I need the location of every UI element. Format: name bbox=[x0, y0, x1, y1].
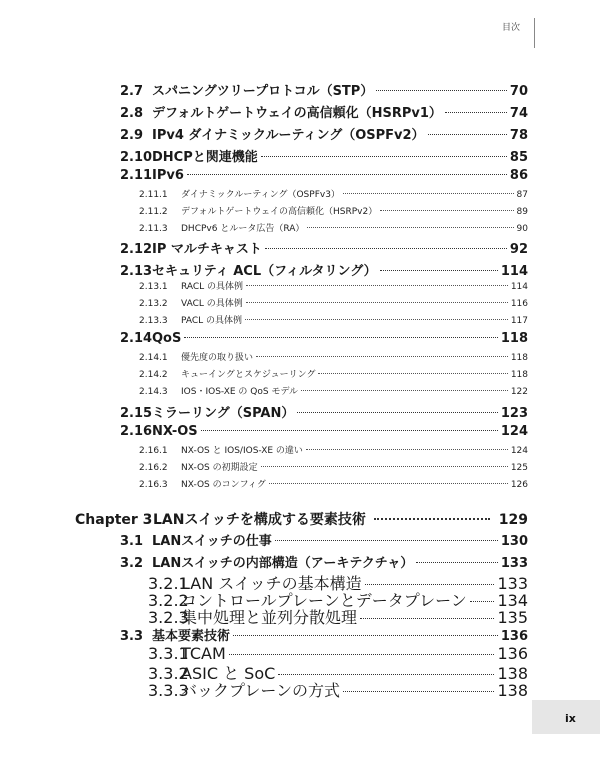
toc-entry[interactable] bbox=[139, 313, 528, 326]
toc-entry[interactable] bbox=[120, 146, 528, 165]
toc-entry-page: 124 bbox=[500, 424, 528, 439]
toc-entry[interactable] bbox=[120, 331, 528, 346]
toc-entry-title: 集中処理と並列分散処理 bbox=[181, 608, 358, 627]
toc-entry[interactable] bbox=[139, 460, 528, 473]
toc-entry-number: 2.16.1 bbox=[139, 446, 168, 456]
toc-entry-number: 2.10 bbox=[120, 150, 153, 165]
toc-entry[interactable] bbox=[139, 187, 528, 200]
toc-entry-title: スパニングツリープロトコル（STP） bbox=[152, 84, 374, 99]
leader-dots bbox=[261, 156, 507, 157]
toc-entry-number: 2.15 bbox=[120, 406, 153, 421]
toc-entry[interactable] bbox=[120, 80, 528, 99]
leader-dots bbox=[307, 227, 513, 228]
toc-entry-title: バックプレーンの方式 bbox=[181, 681, 341, 700]
toc-entry-title: PACL の具体例 bbox=[181, 316, 243, 326]
toc-entry-number: 3.3.1 bbox=[148, 644, 189, 663]
leader-dots bbox=[297, 412, 497, 413]
toc-entry-title: デフォルトゲートウェイの高信頼化（HSRPv2） bbox=[181, 207, 378, 217]
toc-entry[interactable] bbox=[120, 124, 528, 143]
toc-entry-number: 2.13.2 bbox=[139, 299, 168, 309]
leader-dots bbox=[256, 356, 508, 357]
leader-dots bbox=[306, 449, 508, 450]
toc-entry[interactable] bbox=[120, 102, 528, 121]
toc-entry[interactable] bbox=[75, 509, 528, 529]
page-number: ix bbox=[565, 712, 576, 725]
toc-entry[interactable] bbox=[148, 678, 528, 701]
toc-entry-number: 2.13.1 bbox=[139, 282, 168, 292]
toc-entry-title: RACL の具体例 bbox=[181, 282, 244, 292]
toc-entry-number: 2.8 bbox=[120, 106, 144, 121]
toc-entry-page: 118 bbox=[510, 370, 528, 380]
toc-entry-page: 133 bbox=[497, 574, 528, 593]
toc-entry[interactable] bbox=[120, 168, 528, 183]
toc-entry-number: 3.2.3 bbox=[148, 608, 189, 627]
leader-dots bbox=[428, 134, 507, 135]
leader-dots bbox=[275, 540, 498, 541]
toc-entry-number: Chapter 3 bbox=[75, 512, 153, 528]
toc-entry-page: 125 bbox=[510, 463, 528, 473]
leader-dots bbox=[187, 174, 507, 175]
toc-entry-title: ダイナミックルーティング（OSPFv3） bbox=[181, 190, 340, 200]
toc-entry-title: LANスイッチを構成する要素技術 bbox=[153, 512, 366, 528]
toc-entry-page: 135 bbox=[497, 608, 528, 627]
toc-entry-page: 138 bbox=[497, 681, 528, 700]
toc-entry[interactable] bbox=[120, 238, 528, 257]
toc-entry-title: デフォルトゲートウェイの高信頼化（HSRPv1） bbox=[152, 106, 442, 121]
toc-entry-number: 2.14.3 bbox=[139, 387, 168, 397]
toc-entry-page: 87 bbox=[516, 190, 528, 200]
toc-entry[interactable] bbox=[139, 279, 528, 292]
leader-dots bbox=[343, 193, 514, 194]
toc-entry-title: IP マルチキャスト bbox=[152, 242, 262, 257]
toc-entry-number: 2.16 bbox=[120, 424, 153, 439]
toc-entry-title: NX-OS bbox=[152, 424, 198, 439]
toc-entry[interactable] bbox=[120, 424, 528, 439]
toc-entry-number: 3.3.3 bbox=[148, 681, 189, 700]
toc-entry[interactable] bbox=[139, 384, 528, 397]
toc-entry-number: 2.11.2 bbox=[139, 207, 168, 217]
toc-entry-page: 116 bbox=[510, 299, 528, 309]
toc-entry-title: NX-OS と IOS/IOS-XE の違い bbox=[181, 446, 303, 456]
header-divider bbox=[534, 18, 535, 48]
toc-entry-number: 2.16.3 bbox=[139, 480, 168, 490]
toc-entry-title: ASIC と SoC bbox=[181, 664, 276, 683]
toc-entry-number: 2.13.3 bbox=[139, 316, 168, 326]
toc-entry-title: IPv4 ダイナミックルーティング（OSPFv2） bbox=[152, 128, 425, 143]
leader-dots bbox=[380, 210, 513, 211]
toc-entry-title: IOS・IOS-XE の QoS モデル bbox=[181, 387, 298, 397]
leader-dots bbox=[184, 337, 498, 338]
toc-entry[interactable] bbox=[139, 204, 528, 217]
toc-entry-page: 70 bbox=[509, 84, 528, 99]
toc-entry[interactable] bbox=[139, 443, 528, 456]
toc-entry-number: 2.14.2 bbox=[139, 370, 168, 380]
leader-dots bbox=[365, 584, 495, 585]
leader-dots bbox=[445, 112, 507, 113]
toc-entry-title: LANスイッチの内部構造（アーキテクチャ） bbox=[152, 556, 414, 571]
leader-dots bbox=[229, 654, 495, 655]
toc-entry-page: 118 bbox=[500, 331, 528, 346]
toc-entry-number: 2.11.3 bbox=[139, 224, 168, 234]
toc-entry-number: 2.7 bbox=[120, 84, 144, 99]
toc-entry-title: NX-OS の初期設定 bbox=[181, 463, 258, 473]
leader-dots bbox=[201, 430, 498, 431]
toc-entry-page: 78 bbox=[509, 128, 528, 143]
toc-entry-page: 114 bbox=[500, 264, 528, 279]
toc-entry-page: 138 bbox=[497, 664, 528, 683]
toc-entry-page: 136 bbox=[497, 644, 528, 663]
leader-dots bbox=[470, 601, 495, 602]
toc-entry-page: 126 bbox=[510, 480, 528, 490]
toc-entry-title: LANスイッチの仕事 bbox=[152, 534, 272, 549]
leader-dots bbox=[246, 285, 508, 286]
toc-entry-number: 2.11 bbox=[120, 168, 153, 183]
toc-entry-page: 123 bbox=[500, 406, 528, 421]
toc-entry-page: 74 bbox=[509, 106, 528, 121]
toc-entry[interactable] bbox=[139, 221, 528, 234]
leader-dots bbox=[380, 270, 498, 271]
toc-entry-title: ミラーリング（SPAN） bbox=[152, 406, 295, 421]
toc-entry[interactable] bbox=[139, 477, 528, 490]
toc-entry-page: 136 bbox=[500, 629, 528, 644]
toc-entry-number: 3.3 bbox=[120, 629, 144, 644]
toc-entry-number: 2.14 bbox=[120, 331, 153, 346]
toc-entry-page: 89 bbox=[516, 207, 528, 217]
toc-entry[interactable] bbox=[139, 350, 528, 363]
toc-entry[interactable] bbox=[120, 530, 528, 549]
leader-dots bbox=[301, 390, 508, 391]
toc-entry-title: LAN スイッチの基本構造 bbox=[181, 574, 362, 593]
toc-entry-page: 92 bbox=[509, 242, 528, 257]
leader-dots bbox=[416, 562, 497, 563]
toc-entry-number: 2.9 bbox=[120, 128, 144, 143]
toc-entry-title: DHCPv6 とルータ広告（RA） bbox=[181, 224, 305, 234]
toc-entry-page: 129 bbox=[498, 512, 528, 528]
toc-entry-number: 3.2.1 bbox=[148, 574, 189, 593]
leader-dots bbox=[233, 635, 498, 636]
toc-entry-page: 86 bbox=[509, 168, 528, 183]
leader-dots bbox=[278, 674, 494, 675]
toc-entry-title: VACL の具体例 bbox=[181, 299, 243, 309]
toc-entry[interactable] bbox=[120, 402, 528, 421]
leader-dots bbox=[360, 618, 494, 619]
toc-entry[interactable] bbox=[120, 552, 528, 571]
toc-entry-number: 3.3.2 bbox=[148, 664, 189, 683]
leader-dots bbox=[376, 90, 507, 91]
toc-entry[interactable] bbox=[120, 260, 528, 279]
toc-entry-page: 114 bbox=[510, 282, 528, 292]
toc-entry-page: 85 bbox=[509, 150, 528, 165]
leader-dots bbox=[265, 248, 507, 249]
toc-entry-page: 133 bbox=[500, 556, 528, 571]
toc-entry[interactable] bbox=[139, 367, 528, 380]
toc-entry-title: DHCPと関連機能 bbox=[152, 150, 258, 165]
toc-entry[interactable] bbox=[120, 625, 528, 644]
toc-entry-title: 基本要素技術 bbox=[152, 629, 231, 644]
toc-entry-title: IPv6 bbox=[152, 168, 184, 183]
toc-entry-number: 2.11.1 bbox=[139, 190, 168, 200]
leader-dots bbox=[318, 373, 507, 374]
toc-entry-number: 2.14.1 bbox=[139, 353, 168, 363]
toc-entry-title: QoS bbox=[152, 331, 182, 346]
leader-dots bbox=[246, 302, 508, 303]
leader-dots bbox=[261, 466, 508, 467]
toc-entry-page: 130 bbox=[500, 534, 528, 549]
leader-dots bbox=[269, 483, 508, 484]
leader-dots bbox=[374, 518, 490, 520]
toc-entry-title: TCAM bbox=[181, 644, 226, 663]
toc-entry-page: 124 bbox=[510, 446, 528, 456]
toc-entry-number: 3.2 bbox=[120, 556, 144, 571]
leader-dots bbox=[343, 691, 494, 692]
toc-entry-number: 2.13 bbox=[120, 264, 153, 279]
toc-entry-page: 134 bbox=[497, 591, 528, 610]
toc-entry-number: 2.12 bbox=[120, 242, 153, 257]
toc-entry-title: コントロールプレーンとデータプレーン bbox=[181, 591, 467, 610]
toc-entry-number: 2.16.2 bbox=[139, 463, 168, 473]
toc-entry-number: 3.2.2 bbox=[148, 591, 189, 610]
toc-entry-page: 90 bbox=[516, 224, 528, 234]
toc-entry-title: セキュリティ ACL（フィルタリング） bbox=[152, 264, 377, 279]
toc-entry-page: 117 bbox=[510, 316, 528, 326]
running-header: 目次 bbox=[501, 23, 520, 33]
toc-entry[interactable] bbox=[139, 296, 528, 309]
toc-entry-page: 118 bbox=[510, 353, 528, 363]
toc-entry-title: NX-OS のコンフィグ bbox=[181, 480, 266, 490]
leader-dots bbox=[245, 319, 508, 320]
toc-entry-page: 122 bbox=[510, 387, 528, 397]
toc-entry-title: 優先度の取り扱い bbox=[181, 353, 254, 363]
toc-entry-number: 3.1 bbox=[120, 534, 144, 549]
toc-entry-title: キューイングとスケジューリング bbox=[181, 370, 316, 380]
